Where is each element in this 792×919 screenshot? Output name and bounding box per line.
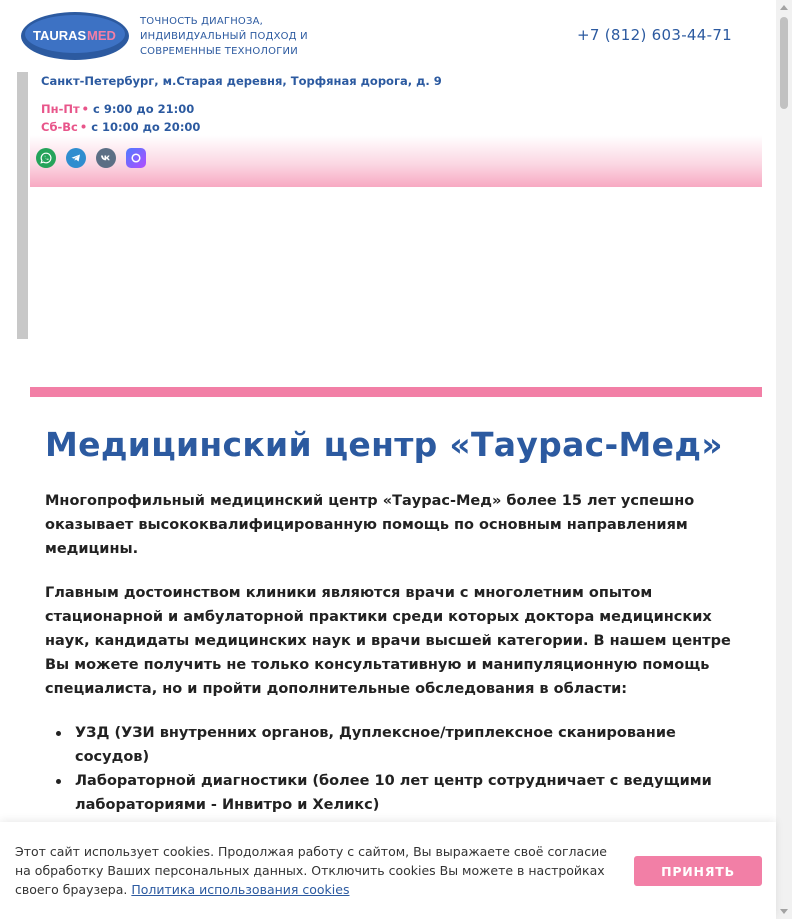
scroll-thumb[interactable] bbox=[780, 17, 788, 109]
main-content bbox=[30, 397, 762, 822]
scroll-up-arrow-icon[interactable] bbox=[780, 5, 788, 10]
list-item: Лабораторной диагностики (более 10 лет центр сотрудничает с ведущими лабораториями - Инвитро и Хеликс) bbox=[45, 769, 745, 817]
max-messenger-icon[interactable] bbox=[126, 148, 146, 168]
hours-day-label: Пн-Пт bbox=[41, 102, 80, 116]
vk-icon[interactable] bbox=[96, 148, 116, 168]
phone-link[interactable]: +7 (812) 603-44-71 bbox=[577, 26, 733, 44]
divider-line bbox=[30, 387, 762, 397]
scroll-down-arrow-icon[interactable] bbox=[780, 909, 788, 914]
whatsapp-icon[interactable] bbox=[36, 148, 56, 168]
tagline bbox=[140, 14, 308, 59]
tagline-line-1: ТОЧНОСТЬ ДИАГНОЗА, bbox=[140, 16, 264, 27]
logo-text-med: MED bbox=[87, 28, 116, 43]
hours-weekend bbox=[41, 120, 200, 134]
left-side-bar bbox=[17, 72, 28, 339]
bullet-dot: • bbox=[79, 120, 88, 134]
tauras-med-logo[interactable] bbox=[20, 11, 130, 61]
bullet-dot: • bbox=[81, 102, 89, 116]
contact-info-block bbox=[30, 72, 762, 187]
cookie-notice bbox=[15, 842, 615, 899]
site-header bbox=[0, 0, 776, 72]
logo-text-tauras: TAURAS bbox=[33, 28, 87, 43]
telegram-icon[interactable] bbox=[66, 148, 86, 168]
hours-time: с 9:00 до 21:00 bbox=[93, 102, 195, 116]
hours-time: с 10:00 до 20:00 bbox=[91, 120, 201, 134]
page-title: Медицинский центр «Таурас-Мед» bbox=[45, 425, 723, 464]
address: Санкт-Петербург, м.Старая деревня, Торфяная дорога, д. 9 bbox=[41, 74, 442, 88]
tagline-line-3: СОВРЕМЕННЫЕ ТЕХНОЛОГИИ bbox=[140, 46, 298, 57]
description-paragraph: Главным достоинством клиники являются врачи с многолетним опытом стационарной и амбулаторной практики среди которых доктора медицинских наук, кандидаты медицинских наук и врачи высшей категории. В нашем центре Вы можете получить не только консультативную и манипуляционную помощь специалиста, но и пройти дополнительные обследования в области: bbox=[45, 585, 731, 697]
intro-paragraph: Многопрофильный медицинский центр «Таурас-Мед» более 15 лет успешно оказывает высококвалифицированную помощь по основным направлениям медицины. bbox=[45, 493, 695, 557]
cookie-notice-text: Этот сайт использует cookies. Продолжая работу с сайтом, Вы выражаете своё согласие на обработку Ваших персональных данных. Отключить cookies Вы можете в настройках своего браузера. bbox=[15, 844, 607, 897]
tagline-line-2: ИНДИВИДУАЛЬНЫЙ ПОДХОД И bbox=[140, 31, 308, 42]
accept-cookies-button[interactable]: ПРИНЯТЬ bbox=[634, 856, 762, 886]
hours-weekdays bbox=[41, 102, 194, 116]
hours-day-label: Сб-Вс bbox=[41, 120, 78, 134]
page-scrollbar[interactable] bbox=[776, 0, 792, 919]
cookie-policy-link[interactable]: Политика использования cookies bbox=[131, 882, 350, 897]
list-item: УЗД (УЗИ внутренних органов, Дуплексное/триплексное сканирование сосудов) bbox=[45, 721, 745, 769]
social-links bbox=[36, 148, 146, 168]
cookie-banner bbox=[0, 822, 776, 919]
